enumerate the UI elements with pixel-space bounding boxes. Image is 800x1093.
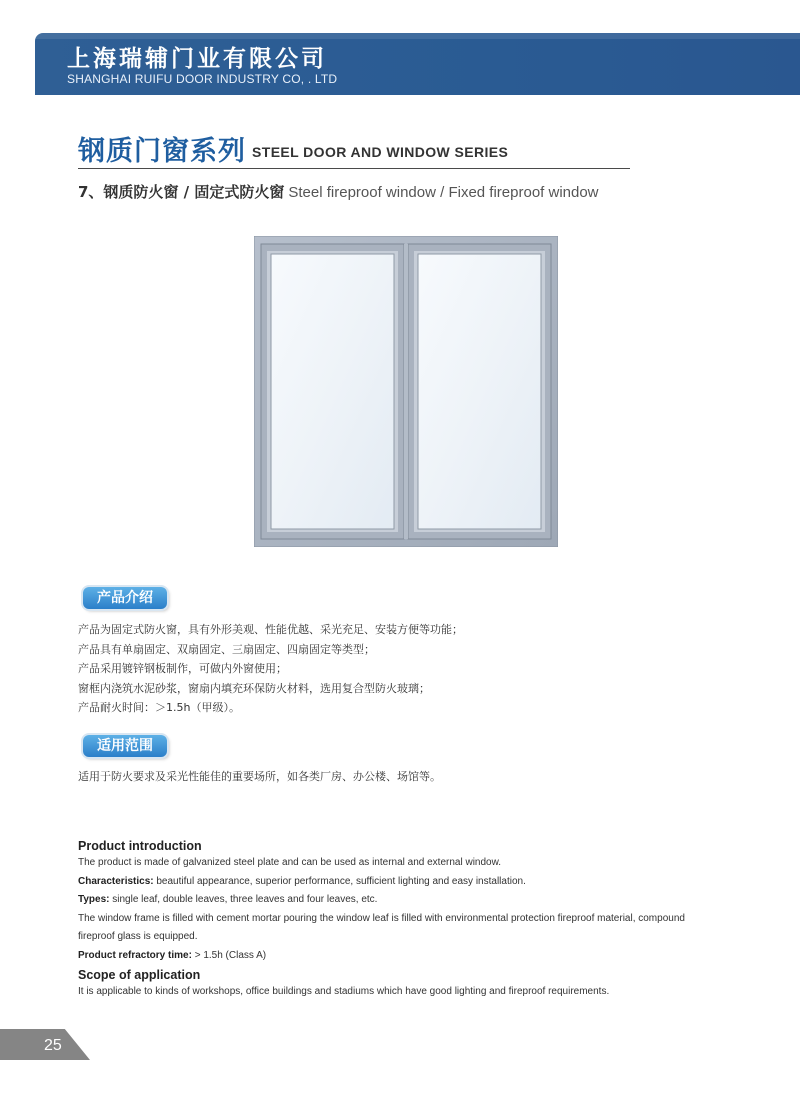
list-item: 产品为固定式防火窗，具有外形美观、性能优越、采光充足、安装方便等功能；	[78, 623, 463, 636]
product-intro-label: 产品介绍	[83, 587, 167, 609]
series-title-cn: 钢质门窗系列	[78, 136, 246, 167]
series-title-en: STEEL DOOR AND WINDOW SERIES	[252, 144, 509, 160]
scope-text-cn: 适用于防火要求及采光性能佳的重要场所，如各类厂房、办公楼、场馆等。	[78, 770, 441, 783]
product-subtitle-cn: 7、钢质防火窗 / 固定式防火窗	[78, 183, 285, 201]
list-item: 产品具有单扇固定、双扇固定、三扇固定、四扇固定等类型；	[78, 642, 375, 656]
series-divider	[78, 168, 630, 169]
types-label: Types:	[78, 894, 110, 905]
types-line	[78, 891, 758, 910]
english-description	[78, 838, 758, 1002]
company-name-en: SHANGHAI RUIFU DOOR INDUSTRY CO, . LTD	[67, 72, 338, 86]
types-text: single leaf, double leaves, three leaves and four leaves, etc.	[109, 894, 378, 905]
product-subtitle-en: Steel fireproof window / Fixed fireproof window	[288, 184, 599, 201]
scope-text-en: It is applicable to kinds of workshops, office buildings and stadiums which have good lighting and fireproof requirements.	[78, 986, 610, 997]
refractory-text: > 1.5h (Class A)	[191, 949, 267, 961]
page-number: 25	[44, 1037, 62, 1054]
list-item: 窗框内浇筑水泥砂浆，窗扇内填充环保防火材料，选用复合型防火玻璃；	[78, 681, 430, 695]
characteristics-line	[78, 873, 758, 892]
product-intro-line: The product is made of galvanized steel plate and can be used as internal and external window.	[78, 857, 502, 868]
characteristics-text: beautiful appearance, superior performance, sufficient lighting and easy installation.	[153, 875, 526, 887]
product-intro-heading: Product introduction	[78, 839, 202, 853]
refractory-line	[78, 947, 758, 966]
refractory-label: Product refractory time:	[78, 949, 192, 961]
list-item: 产品耐火时间：＞1.5h（甲级）。	[78, 701, 240, 714]
frame-line-2: fireproof glass is equipped.	[78, 931, 198, 942]
company-name-cn: 上海瑞辅门业有限公司	[67, 46, 327, 72]
fixed-fireproof-window-photo	[254, 236, 558, 547]
scope-heading: Scope of application	[78, 968, 201, 982]
list-item: 产品采用镀锌钢板制作，可做内外窗使用；	[78, 662, 287, 675]
product-intro-cn-list	[78, 620, 463, 718]
scope-label: 适用范围	[83, 735, 167, 757]
product-subtitle	[78, 181, 599, 202]
characteristics-label: Characteristics:	[78, 875, 154, 887]
frame-line-1: The window frame is filled with cement mortar pouring the window leaf is filled with environmental protection fireproof material, compound	[78, 912, 685, 924]
